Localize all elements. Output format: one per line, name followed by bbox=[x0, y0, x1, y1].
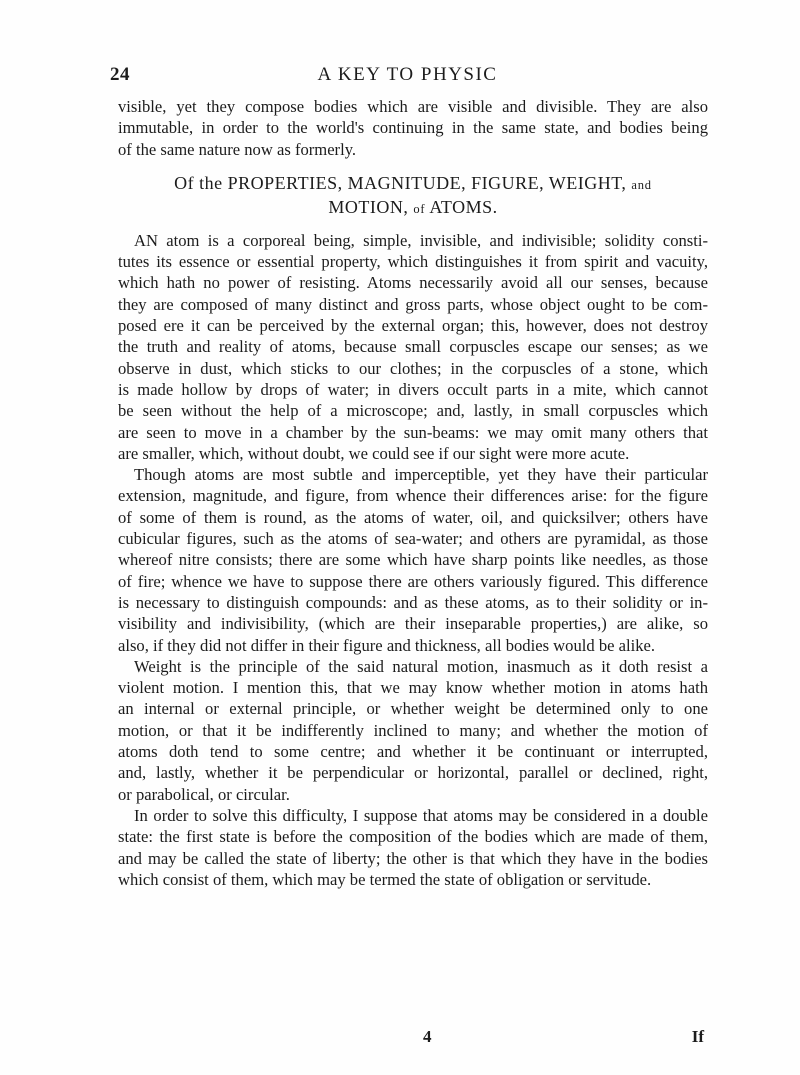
heading-atoms: ATOMS. bbox=[429, 196, 498, 217]
text-line: an internal or external principle, or whether weight be determined only to one bbox=[118, 699, 708, 719]
text-line: state: the first state is before the composition of the bodies which are made of them, bbox=[118, 827, 708, 847]
text-line: posed ere it can be perceived by the external organ; this, however, does not destroy bbox=[118, 316, 708, 336]
text-line: are seen to move in a chamber by the sun-beams: we may omit many others that bbox=[118, 422, 708, 442]
text-line: or parabolical, or circular. bbox=[118, 784, 290, 804]
catchword: If bbox=[691, 1027, 704, 1046]
text-line: be seen without the help of a microscope; and, lastly, in small corpuscles which bbox=[118, 401, 708, 421]
text-line: and, lastly, whether it be perpendicular or horizontal, parallel or declined, right, bbox=[118, 763, 708, 783]
text-line: whereof nitre consists; there are some which have sharp points like needles, as those bbox=[118, 550, 708, 570]
text-line: observe in dust, which sticks to our clothes; in the corpuscles of a stone, which bbox=[118, 358, 708, 378]
heading-motion: MOTION, bbox=[328, 196, 409, 217]
running-head: A KEY TO PHYSIC bbox=[317, 64, 498, 85]
heading-prefix: Of the bbox=[174, 172, 223, 193]
text-line: are smaller, which, without doubt, we could see if our sight were more acute. bbox=[118, 443, 630, 463]
text-line: motion, or that it be indifferently inclined to many; and whether the motion of bbox=[118, 720, 708, 740]
text-line: the truth and reality of atoms, because small corpuscles escape our senses; as we bbox=[118, 337, 708, 357]
text-line: is necessary to distinguish compounds: and as these atoms, as to their solidity or in- bbox=[118, 592, 708, 612]
heading-main: PROPERTIES, MAGNITUDE, FIGURE, WEIGHT, bbox=[227, 172, 627, 193]
heading-of: of bbox=[413, 201, 426, 216]
text-line: cubicular figures, such as the atoms of sea-water; and others are pyramidal, as those bbox=[118, 529, 708, 549]
text-line: extension, magnitude, and figure, from whence their differences arise: for the figure bbox=[118, 486, 708, 506]
text-line: In order to solve this difficulty, I suppose that atoms may be considered in a double bbox=[134, 805, 708, 825]
text-line: visibility and indivisibility, (which are their inseparable properties,) are alike, so bbox=[118, 614, 708, 634]
text-line: also, if they did not differ in their figure and thickness, all bodies would be alike. bbox=[118, 635, 656, 655]
text-line: which consist of them, which may be termed the state of obligation or servitude. bbox=[118, 869, 652, 889]
text-line: violent motion. I mention this, that we may know whether motion in atoms hath bbox=[118, 678, 708, 698]
text-line: and may be called the state of liberty; the other is that which they have in the bodies bbox=[118, 848, 708, 868]
paragraph-atom-state bbox=[118, 805, 708, 890]
text-line: of the same nature now as formerly. bbox=[118, 139, 357, 159]
text-line: atoms doth tend to some centre; and whether it be continuant or interrupted, bbox=[118, 742, 708, 762]
body-text bbox=[118, 96, 708, 890]
text-line: Though atoms are most subtle and imperceptible, yet they have their particular bbox=[134, 465, 708, 485]
text-line: immutable, in order to the world's continuing in the same state, and bodies being bbox=[118, 118, 708, 138]
text-line: of some of them is round, as the atoms of water, oil, and quicksilver; others have bbox=[118, 507, 708, 527]
opening-paragraph bbox=[118, 96, 708, 160]
section-heading bbox=[118, 172, 708, 220]
text-line: AN atom is a corporeal being, simple, invisible, and indivisible; solidity consti- bbox=[134, 230, 708, 250]
paragraph-atom-weight bbox=[118, 656, 708, 805]
page-header bbox=[110, 64, 705, 94]
text-line: is made hollow by drops of water; in divers occult parts in a mite, which cannot bbox=[118, 379, 708, 399]
page-footer bbox=[118, 1027, 708, 1049]
text-line: visible, yet they compose bodies which are visible and divisible. They are also bbox=[118, 97, 708, 116]
paragraph-atom-figure bbox=[118, 464, 708, 656]
text-line: tutes its essence or essential property, which distinguishes it from spirit and vacuity, bbox=[118, 252, 708, 272]
heading-suffix: and bbox=[631, 177, 652, 192]
text-line: Weight is the principle of the said natural motion, inasmuch as it doth resist a bbox=[134, 656, 708, 676]
page-number: 24 bbox=[110, 64, 130, 85]
text-line: of fire; whence we have to suppose there are others variously figured. This difference bbox=[118, 571, 708, 591]
paragraph-atom-definition bbox=[118, 230, 708, 464]
text-line: they are composed of many distinct and gross parts, whose object ought to be com- bbox=[118, 294, 708, 314]
text-line: which hath no power of resisting. Atoms necessarily avoid all our senses, because bbox=[118, 273, 708, 293]
signature-mark: 4 bbox=[423, 1027, 432, 1046]
